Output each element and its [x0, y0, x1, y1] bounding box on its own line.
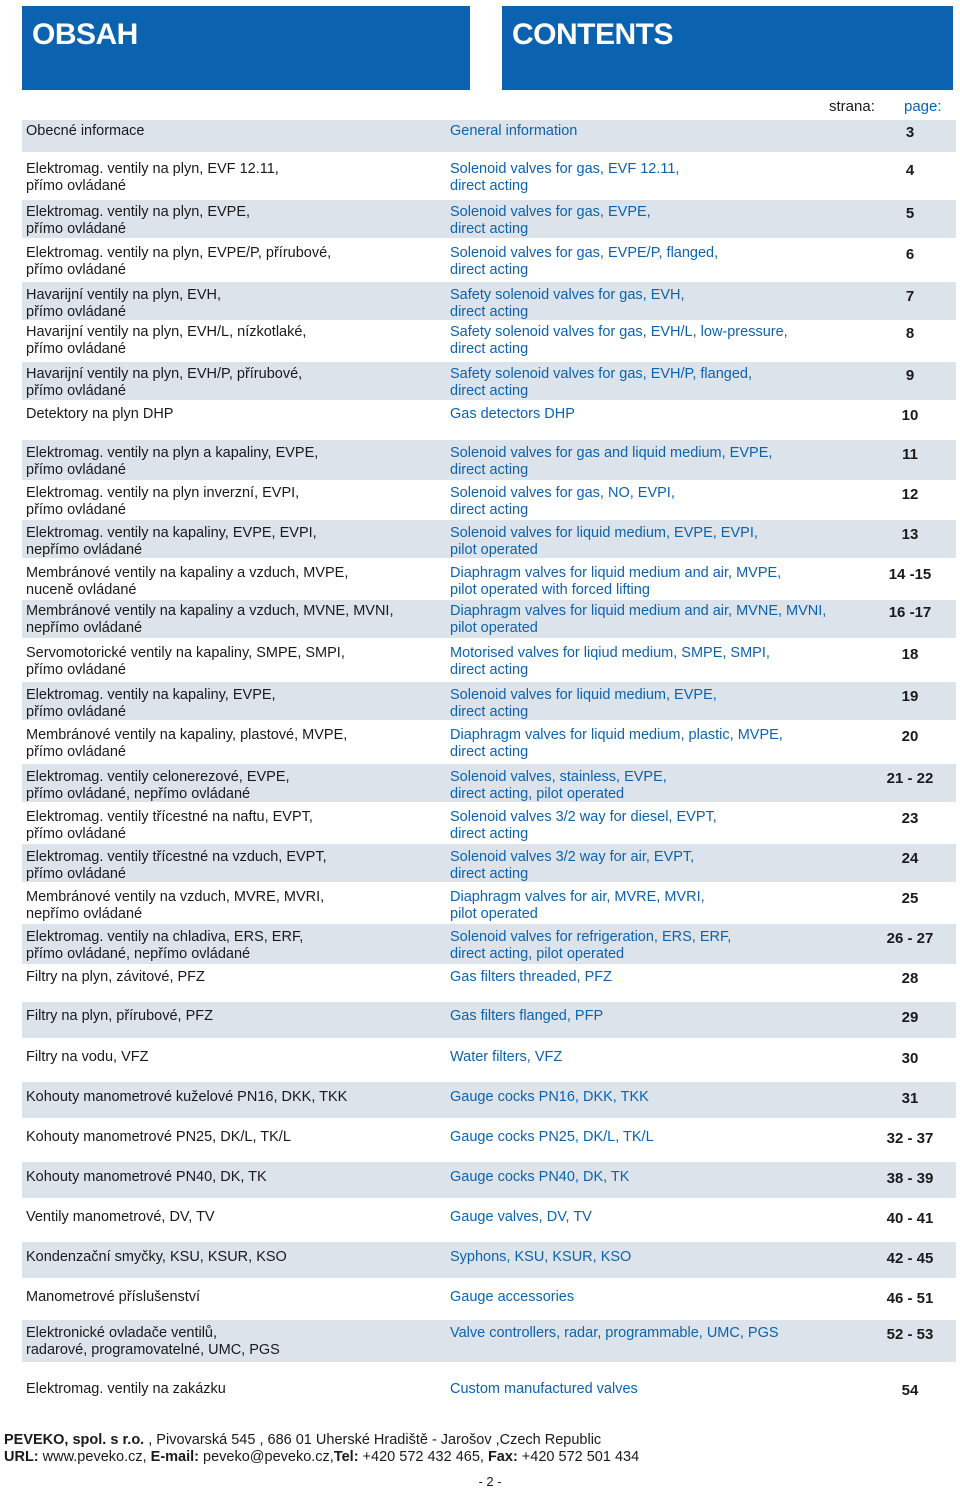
toc-title-cz	[26, 1169, 446, 1186]
toc-title-en	[450, 123, 880, 140]
toc-title-en	[450, 406, 880, 423]
toc-title-en-line: Valve controllers, radar, programmable, UMC, PGS	[450, 1325, 779, 1341]
toc-page-number: 38 - 39	[886, 1170, 934, 1187]
toc-title-en-line: direct acting	[450, 826, 529, 842]
toc-title-en	[450, 603, 880, 637]
toc-title-cz-line: přímo ovládané	[26, 383, 126, 399]
footer-line-contact	[4, 1449, 639, 1466]
toc-title-en-line: direct acting	[450, 341, 529, 357]
toc-row	[22, 402, 956, 432]
toc-title-cz-line: Elektromag. ventily na plyn inverzní, EVPI,	[26, 485, 300, 501]
toc-title-en-line: Gauge valves, DV, TV	[450, 1209, 592, 1225]
toc-page-number: 19	[901, 688, 919, 705]
toc-title-cz-line: přímo ovládané	[26, 744, 126, 760]
toc-title-en	[450, 1169, 880, 1186]
toc-title-en-line: Solenoid valves for liquid medium, EVPE,	[450, 687, 717, 703]
toc-page-number: 6	[905, 246, 915, 263]
toc-title-cz	[26, 1209, 446, 1226]
toc-title-en-line: pilot operated	[450, 620, 538, 636]
toc-title-cz-line: Filtry na plyn, závitové, PFZ	[26, 969, 205, 985]
footer-line-address	[4, 1432, 639, 1449]
tel-value: +420 572 432 465,	[358, 1449, 488, 1465]
toc-title-en-line: pilot operated	[450, 906, 538, 922]
toc-row	[22, 1370, 956, 1406]
toc-title-en-line: pilot operated	[450, 542, 538, 558]
toc-row	[22, 924, 956, 964]
toc-page-number: 16 -17	[888, 604, 932, 621]
toc-title-en-line: Diaphragm valves for liquid medium and air, MVPE,	[450, 565, 782, 581]
toc-row	[22, 200, 956, 238]
toc-page-number: 30	[901, 1050, 919, 1067]
toc-title-cz-line: přímo ovládané	[26, 262, 126, 278]
toc-title-cz-line: přímo ovládané, nepřímo ovládané	[26, 946, 251, 962]
toc-title-en-line: direct acting	[450, 662, 529, 678]
toc-title-en-line: Gauge cocks PN25, DK/L, TK/L	[450, 1129, 654, 1145]
toc-title-en-line: Diaphragm valves for air, MVRE, MVRI,	[450, 889, 705, 905]
fax-value: +420 572 501 434	[517, 1449, 640, 1465]
toc-title-en-line: Safety solenoid valves for gas, EVH/L, low-pressure,	[450, 324, 788, 340]
toc-title-cz-line: Elektromag. ventily na kapaliny, EVPE,	[26, 687, 276, 703]
toc-title-cz-line: Elektromag. ventily třícestné na naftu, EVPT,	[26, 809, 313, 825]
toc-page-number: 10	[901, 407, 919, 424]
toc-title-en	[450, 1008, 880, 1025]
toc-title-en	[450, 324, 880, 358]
toc-title-en-line: Solenoid valves for gas, EVF 12.11,	[450, 161, 680, 177]
toc-row	[22, 1002, 956, 1038]
toc-row	[22, 362, 956, 400]
toc-title-en	[450, 1381, 880, 1398]
toc-title-cz-line: nepřímo ovládané	[26, 620, 143, 636]
toc-title-en	[450, 969, 880, 986]
page-number: - 2 -	[478, 1474, 502, 1489]
toc-title-en-line: Solenoid valves, stainless, EVPE,	[450, 769, 667, 785]
toc-title-en	[450, 645, 880, 679]
toc-page-number: 4	[905, 162, 915, 179]
toc-title-cz-line: Membránové ventily na kapaliny, plastové, MVPE,	[26, 727, 348, 743]
toc-title-cz	[26, 769, 446, 803]
toc-title-cz-line: Kohouty manometrové PN25, DK/L, TK/L	[26, 1129, 291, 1145]
toc-title-cz-line: Kohouty manometrové PN40, DK, TK	[26, 1169, 267, 1185]
toc-title-en-line: Motorised valves for liqiud medium, SMPE, SMPI,	[450, 645, 770, 661]
toc-title-cz-line: Manometrové příslušenství	[26, 1289, 201, 1305]
toc-title-cz-line: přímo ovládané	[26, 341, 126, 357]
toc-title-en-line: Water filters, VFZ	[450, 1049, 563, 1065]
toc-row	[22, 560, 956, 598]
toc-page-number: 3	[905, 124, 915, 141]
toc-title-cz-line: Detektory na plyn DHP	[26, 406, 174, 422]
toc-title-en-line: direct acting	[450, 304, 529, 320]
toc-row	[22, 844, 956, 882]
toc-title-cz-line: nepřímo ovládané	[26, 542, 143, 558]
toc-title-en-line: direct acting	[450, 502, 529, 518]
toc-title-cz-line: Havarijní ventily na plyn, EVH/P, přírubové,	[26, 366, 303, 382]
toc-page-number: 11	[902, 446, 918, 463]
toc-title-en-line: Diaphragm valves for liquid medium and air, MVNE, MVNI,	[450, 603, 827, 619]
toc-title-en-line: Solenoid valves for gas and liquid medium, EVPE,	[450, 445, 773, 461]
toc-title-en	[450, 889, 880, 923]
toc-title-en	[450, 1209, 880, 1226]
toc-title-en	[450, 525, 880, 559]
toc-title-en	[450, 287, 880, 321]
toc-page-number: 46 - 51	[886, 1290, 934, 1307]
toc-title-cz	[26, 406, 446, 423]
toc-title-en-line: General information	[450, 123, 578, 139]
toc-row	[22, 1082, 956, 1118]
email-label: E-mail:	[150, 1449, 199, 1465]
toc-title-cz-line: Kondenzační smyčky, KSU, KSUR, KSO	[26, 1249, 287, 1265]
toc-title-en	[450, 204, 880, 238]
toc-title-en	[450, 727, 880, 761]
toc-title-cz-line: Filtry na vodu, VFZ	[26, 1049, 149, 1065]
toc-row	[22, 1320, 956, 1362]
toc-title-cz	[26, 603, 446, 637]
toc-title-en-line: Gas detectors DHP	[450, 406, 575, 422]
toc-title-cz	[26, 525, 446, 559]
toc-title-cz-line: přímo ovládané, nepřímo ovládané	[26, 786, 251, 802]
header-banner-cz	[22, 6, 470, 90]
toc-title-cz	[26, 161, 446, 195]
toc-title-cz-line: Membránové ventily na kapaliny a vzduch, MVPE,	[26, 565, 349, 581]
toc-row	[22, 322, 956, 360]
toc-title-cz-line: Kohouty manometrové kuželové PN16, DKK, TKK	[26, 1089, 348, 1105]
toc-title-cz	[26, 889, 446, 923]
toc-row	[22, 804, 956, 842]
toc-title-en	[450, 1089, 880, 1106]
toc-title-en-line: direct acting	[450, 744, 529, 760]
toc-title-cz-line: radarové, programovatelné, UMC, PGS	[26, 1342, 280, 1358]
toc-title-cz	[26, 727, 446, 761]
toc-row	[22, 282, 956, 320]
toc-title-en	[450, 809, 880, 843]
toc-title-cz	[26, 1129, 446, 1146]
toc-title-en-line: Solenoid valves for gas, EVPE,	[450, 204, 651, 220]
toc-title-en	[450, 245, 880, 279]
toc-title-en-line: direct acting	[450, 221, 529, 237]
toc-title-cz	[26, 687, 446, 721]
toc-page-number: 9	[905, 367, 915, 384]
toc-title-cz-line: Membránové ventily na vzduch, MVRE, MVRI,	[26, 889, 325, 905]
toc-title-en	[450, 769, 880, 803]
title-cz: OBSAH	[32, 18, 138, 51]
toc-row	[22, 480, 956, 520]
toc-title-cz-line: Elektromag. ventily celonerezové, EVPE,	[26, 769, 290, 785]
toc-title-cz	[26, 1289, 446, 1306]
toc-title-cz-line: Elektromag. ventily na plyn a kapaliny, EVPE,	[26, 445, 319, 461]
toc-row	[22, 722, 956, 762]
toc-title-en-line: Gas filters flanged, PFP	[450, 1008, 604, 1024]
toc-row	[22, 1202, 956, 1238]
toc-title-en	[450, 485, 880, 519]
toc-row	[22, 962, 956, 998]
toc-page-number: 25	[901, 890, 919, 907]
toc-title-cz	[26, 287, 446, 321]
toc-row	[22, 764, 956, 802]
toc-title-cz-line: Elektromag. ventily na plyn, EVF 12.11,	[26, 161, 279, 177]
toc-title-cz-line: Elektromag. ventily třícestné na vzduch, EVPT,	[26, 849, 327, 865]
column-label-page: page:	[904, 98, 942, 115]
toc-title-en	[450, 565, 880, 599]
toc-title-cz-line: přímo ovládané	[26, 826, 126, 842]
toc-title-cz	[26, 1089, 446, 1106]
title-en: CONTENTS	[512, 18, 673, 51]
toc-title-en	[450, 929, 880, 963]
toc-row	[22, 1042, 956, 1078]
toc-title-en-line: direct acting	[450, 383, 529, 399]
toc-title-cz	[26, 1008, 446, 1025]
toc-title-cz	[26, 324, 446, 358]
toc-title-cz	[26, 204, 446, 238]
toc-title-cz	[26, 485, 446, 519]
toc-title-cz-line: přímo ovládané	[26, 178, 126, 194]
toc-title-cz	[26, 1049, 446, 1066]
toc-row	[22, 240, 956, 280]
toc-row	[22, 440, 956, 480]
toc-title-en-line: Gauge cocks PN16, DKK, TKK	[450, 1089, 649, 1105]
toc-title-en-line: Custom manufactured valves	[450, 1381, 638, 1397]
toc-title-cz-line: přímo ovládané	[26, 662, 126, 678]
toc-title-cz-line: Elektronické ovladače ventilů,	[26, 1325, 218, 1341]
toc-title-cz	[26, 245, 446, 279]
tel-label: Tel:	[333, 1449, 359, 1465]
column-label-strana: strana:	[829, 98, 875, 115]
toc-title-en-line: direct acting, pilot operated	[450, 786, 625, 802]
toc-page-number: 21 - 22	[886, 770, 934, 787]
toc-title-en-line: Safety solenoid valves for gas, EVH/P, flanged,	[450, 366, 752, 382]
toc-title-cz-line: Ventily manometrové, DV, TV	[26, 1209, 215, 1225]
toc-title-en-line: direct acting	[450, 178, 529, 194]
toc-page-number: 54	[901, 1382, 919, 1399]
toc-title-cz-line: Elektromag. ventily na kapaliny, EVPE, EVPI,	[26, 525, 317, 541]
toc-title-en-line: Solenoid valves for gas, NO, EVPI,	[450, 485, 675, 501]
toc-title-en	[450, 1289, 880, 1306]
toc-title-en-line: Solenoid valves 3/2 way for air, EVPT,	[450, 849, 695, 865]
toc-title-cz-line: Elektromag. ventily na chladiva, ERS, ERF,	[26, 929, 304, 945]
toc-page-number: 8	[905, 325, 915, 342]
toc-title-en-line: Solenoid valves for refrigeration, ERS, ERF,	[450, 929, 732, 945]
company-address: , Pivovarská 545 , 686 01 Uherské Hradiště - Jarošov ,Czech Republic	[144, 1432, 602, 1448]
toc-title-en	[450, 445, 880, 479]
toc-title-en-line: Solenoid valves for liquid medium, EVPE, EVPI,	[450, 525, 758, 541]
toc-title-cz	[26, 645, 446, 679]
toc-page-number: 23	[901, 810, 919, 827]
toc-row	[22, 156, 956, 196]
toc-title-cz-line: nepřímo ovládané	[26, 906, 143, 922]
toc-title-en-line: Gas filters threaded, PFZ	[450, 969, 612, 985]
toc-row	[22, 1162, 956, 1198]
toc-row	[22, 600, 956, 638]
toc-page-number: 31	[901, 1090, 919, 1107]
toc-page-number: 40 - 41	[886, 1210, 934, 1227]
toc-page-number: 5	[905, 205, 915, 222]
toc-title-cz-line: nuceně ovládané	[26, 582, 137, 598]
toc-title-cz	[26, 445, 446, 479]
toc-title-cz	[26, 1325, 446, 1359]
toc-title-cz-line: Filtry na plyn, přírubové, PFZ	[26, 1008, 213, 1024]
toc-title-en-line: Solenoid valves 3/2 way for diesel, EVPT,	[450, 809, 717, 825]
toc-page-number: 12	[901, 486, 919, 503]
toc-title-en-line: direct acting	[450, 262, 529, 278]
toc-row	[22, 1242, 956, 1278]
toc-page-number: 14 -15	[888, 566, 932, 583]
toc-title-en-line: direct acting	[450, 462, 529, 478]
toc-page-number: 13	[901, 526, 919, 543]
toc-page-number: 20	[901, 728, 919, 745]
toc-page-number: 26 - 27	[886, 930, 934, 947]
toc-title-cz	[26, 969, 446, 986]
toc-title-cz-line: Elektromag. ventily na zakázku	[26, 1381, 226, 1397]
toc-title-en	[450, 1325, 880, 1342]
toc-title-en-line: Gauge cocks PN40, DK, TK	[450, 1169, 630, 1185]
toc-page-number: 29	[901, 1009, 919, 1026]
toc-title-cz	[26, 809, 446, 843]
toc-title-en-line: direct acting	[450, 704, 529, 720]
toc-title-cz-line: přímo ovládané	[26, 304, 126, 320]
toc-title-en-line: Gauge accessories	[450, 1289, 575, 1305]
toc-row	[22, 120, 956, 152]
toc-title-cz	[26, 1249, 446, 1266]
toc-page-number: 32 - 37	[886, 1130, 934, 1147]
toc-page-number: 42 - 45	[886, 1250, 934, 1267]
toc-page-number: 28	[901, 970, 919, 987]
toc-title-cz	[26, 366, 446, 400]
toc-title-en	[450, 1049, 880, 1066]
email-link[interactable]: peveko@peveko.cz,	[199, 1449, 334, 1465]
toc-row	[22, 640, 956, 680]
toc-row	[22, 884, 956, 922]
toc-title-cz	[26, 123, 446, 140]
toc-title-en	[450, 1249, 880, 1266]
toc-title-en-line: Syphons, KSU, KSUR, KSO	[450, 1249, 632, 1265]
toc-page-number: 52 - 53	[886, 1326, 934, 1343]
toc-title-en	[450, 849, 880, 883]
toc-title-en-line: pilot operated with forced lifting	[450, 582, 650, 598]
toc-title-en-line: direct acting, pilot operated	[450, 946, 625, 962]
toc-row	[22, 1122, 956, 1158]
toc-title-en-line: Safety solenoid valves for gas, EVH,	[450, 287, 685, 303]
toc-title-en	[450, 1129, 880, 1146]
toc-title-cz-line: Elektromag. ventily na plyn, EVPE,	[26, 204, 251, 220]
toc-title-cz	[26, 929, 446, 963]
toc-title-en-line: direct acting	[450, 866, 529, 882]
toc-title-en	[450, 161, 880, 195]
toc-title-cz-line: přímo ovládané	[26, 221, 126, 237]
url-link[interactable]: www.peveko.cz,	[38, 1449, 151, 1465]
toc-title-cz-line: přímo ovládané	[26, 502, 126, 518]
fax-label: Fax:	[487, 1449, 518, 1465]
toc-page-number: 18	[901, 646, 919, 663]
toc-title-cz	[26, 849, 446, 883]
footer	[4, 1432, 639, 1466]
toc-title-en-line: Solenoid valves for gas, EVPE/P, flanged,	[450, 245, 719, 261]
toc-title-en-line: Diaphragm valves for liquid medium, plastic, MVPE,	[450, 727, 783, 743]
toc-title-cz-line: Obecné informace	[26, 123, 145, 139]
toc-row	[22, 520, 956, 558]
toc-title-cz-line: Membránové ventily na kapaliny a vzduch, MVNE, MVNI,	[26, 603, 394, 619]
toc-title-cz-line: přímo ovládané	[26, 704, 126, 720]
toc-page-number: 24	[901, 850, 919, 867]
toc-title-cz-line: Elektromag. ventily na plyn, EVPE/P, přírubové,	[26, 245, 332, 261]
toc-row	[22, 1282, 956, 1318]
toc-page-number: 7	[905, 288, 915, 305]
toc-title-cz	[26, 1381, 446, 1398]
toc-title-cz	[26, 565, 446, 599]
toc-title-cz-line: Servomotorické ventily na kapaliny, SMPE, SMPI,	[26, 645, 345, 661]
toc-title-cz-line: Havarijní ventily na plyn, EVH/L, nízkotlaké,	[26, 324, 307, 340]
toc-title-en	[450, 366, 880, 400]
toc-title-en	[450, 687, 880, 721]
toc-title-cz-line: přímo ovládané	[26, 462, 126, 478]
toc-title-cz-line: Havarijní ventily na plyn, EVH,	[26, 287, 222, 303]
toc-row	[22, 682, 956, 720]
company-name: PEVEKO, spol. s r.o.	[4, 1432, 145, 1448]
toc-title-cz-line: přímo ovládané	[26, 866, 126, 882]
url-label: URL:	[4, 1449, 39, 1465]
header-banner-en	[502, 6, 953, 90]
